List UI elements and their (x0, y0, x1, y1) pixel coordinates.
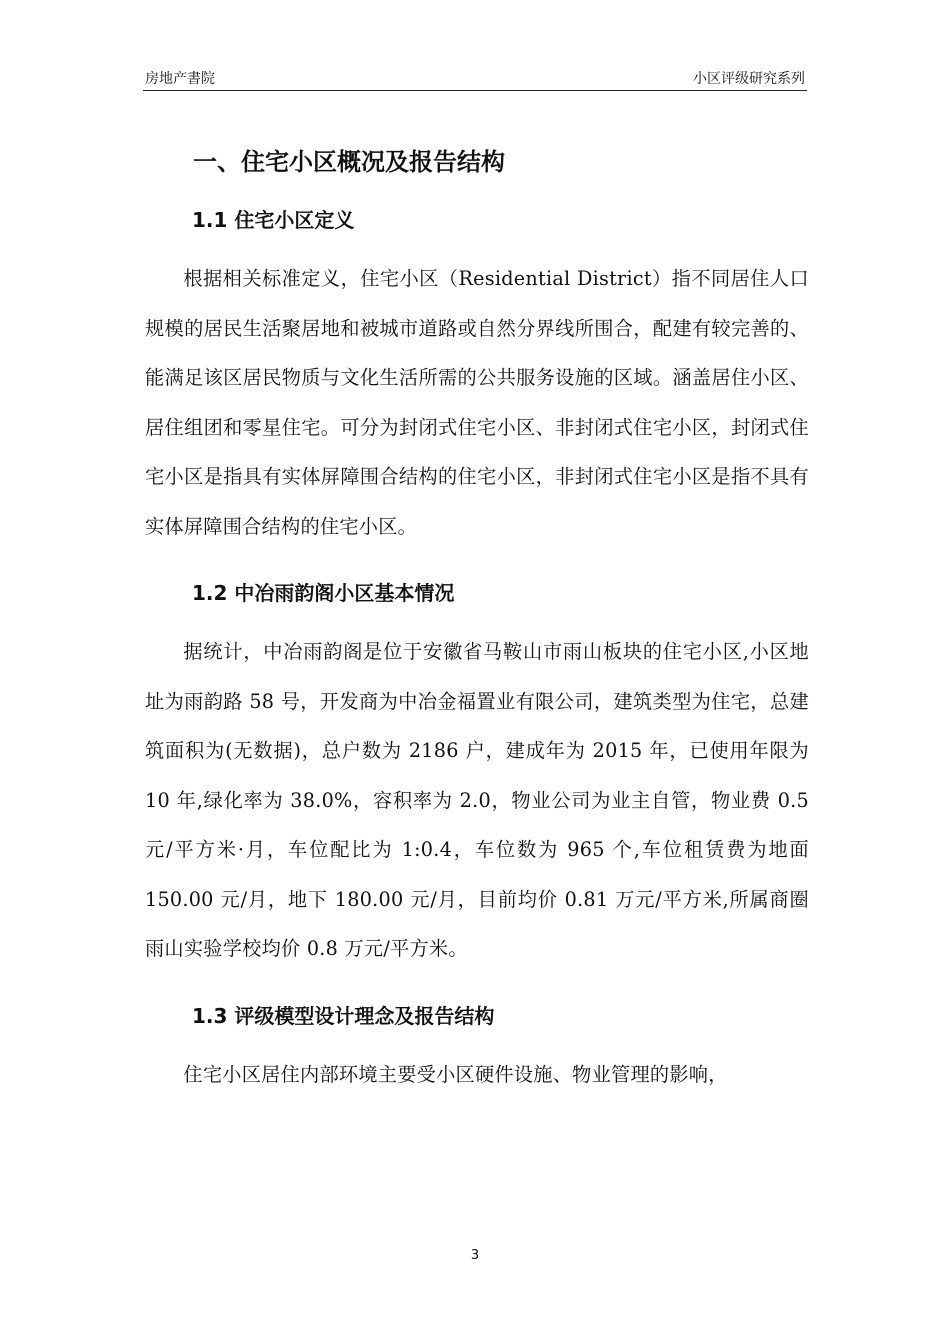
header-series-title: 小区评级研究系列 (693, 71, 805, 87)
page-number: 3 (470, 1248, 480, 1263)
subsection-heading-1-1: 1.1 住宅小区定义 (192, 208, 355, 232)
section-title: 一、住宅小区概况及报告结构 (193, 148, 505, 176)
page-body (145, 140, 809, 1099)
paragraph-model-design: 住宅小区居住内部环境主要受小区硬件设施、物业管理的影响， (183, 1062, 728, 1086)
page-header (143, 64, 807, 91)
paragraph-definition: 根据相关标准定义，住宅小区（Residential District）指不同居住人口规模的居民生活聚居地和被城市道路或自然分界线所围合，配建有较完善的、能满足该区居民物质与文化生活所需的公共服务设施的区域。涵盖居住小区、居住组团和零星住宅。可分为封闭式住宅小区、非封闭式住宅小区，封闭式住宅小区是指具有实体屏障围合结构的住宅小区，非封闭式住宅小区是指不具有实体屏障围合结构的住宅小区。 (145, 267, 809, 538)
paragraph-basic-info: 据统计，中冶雨韵阁是位于安徽省马鞍山市雨山板块的住宅小区,小区地址为雨韵路 58 号，开发商为中冶金福置业有限公司，建筑类型为住宅，总建筑面积为(无数据)，总户数为 2186 户，建成年为 2015 年，已使用年限为 10 年,绿化率为 38.0%，容积率为 2.0，物业公司为业主自管，物业费 0.5 元/平方米·月，车位配比为 1:0.4，车位数为 965 个,车位租赁费为地面 150.00 元/月，地下 180.00 元/月，目前均价 0.81 万元/平方米,所属商圈雨山实验学校均价 0.8 万元/平方米。 (145, 640, 809, 960)
header-publisher: 房地产書院 (145, 71, 215, 87)
subsection-heading-1-2: 1.2 中冶雨韵阁小区基本情况 (192, 581, 455, 605)
subsection-heading-1-3: 1.3 评级模型设计理念及报告结构 (192, 1003, 495, 1028)
